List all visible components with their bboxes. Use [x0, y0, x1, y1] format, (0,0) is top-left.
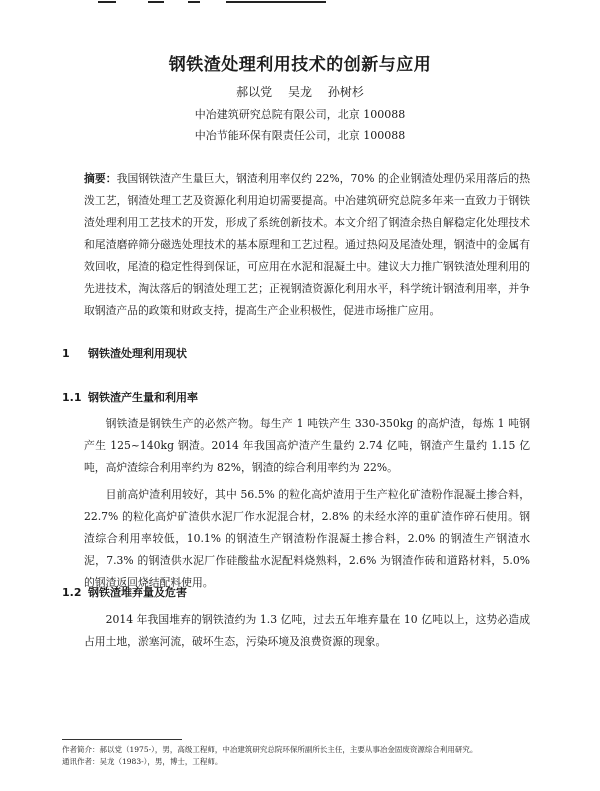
section-number: 1.1: [62, 391, 82, 404]
footnote: 通讯作者：吴龙（1983-），男，博士，工程师。: [62, 757, 223, 766]
footnote: 作者简介：郝以党（1975-），男，高级工程师，中冶建筑研究总院环保所副所长主任，主要从事冶金固废资源综合利用研究。: [62, 745, 478, 754]
author-list: [0, 83, 600, 100]
abstract-text: 我国钢铁渣产生量巨大，钢渣利用率仅约 22%，70% 的企业钢渣处理仍采用落后的热泼工艺，钢渣处理工艺及资源化利用迫切需要提高。中冶建筑研究总院多年来一直致力于钢铁渣处理利用工艺技术的开发，形成了系统创新技术。本文介绍了钢渣余热自解稳定化处理技术和尾渣磨碎筛分磁选处理技术的基本原理和工艺过程。通过热闷及尾渣处理，钢渣中的金属有效回收，尾渣的稳定性得到保证，可应用在水泥和混凝土中。建议大力推广钢铁渣处理利用的先进技术，淘汰落后的钢渣处理工艺；正视钢渣资源化利用水平，科学统计钢渣利用率，并争取钢渣产品的政策和财政支持，提高生产企业积极性，促进市场推广应用。: [84, 172, 531, 317]
paper-title: 钢铁渣处理利用技术的创新与应用: [168, 55, 432, 75]
author-name: 孙树杉: [327, 85, 364, 99]
body-paragraph: 2014 年我国堆弃的钢铁渣约为 1.3 亿吨，过去五年堆弃量在 10 亿吨以上，这势必造成占用土地，淤塞河流，破坏生态，污染环境及浪费资源的现象。: [84, 613, 530, 648]
author-name: 吴龙: [287, 85, 312, 99]
abstract: [84, 168, 530, 322]
section-number: 1.2: [62, 586, 82, 599]
author-name: 郝以党: [236, 85, 273, 99]
section-title: 钢铁渣堆弃量及危害: [88, 586, 187, 599]
header-rule: [0, 0, 600, 6]
footnote-rule: [62, 739, 182, 740]
section-title: 钢铁渣产生量和利用率: [88, 391, 198, 404]
affiliation: 中冶建筑研究总院有限公司，北京 100088: [194, 108, 406, 121]
section-heading: [62, 345, 187, 361]
section-number: 1: [62, 347, 70, 360]
body-paragraph: 目前高炉渣利用较好，其中 56.5% 的粒化高炉渣用于生产粒化矿渣粉作混凝土掺合料，22.7% 的粒化高炉矿渣供水泥厂作水泥混合材，2.8% 的未经水淬的重矿渣作碎石使用。钢渣综合利用率较低，10.1% 的钢渣生产钢渣粉作混凝土掺合料，2.0% 的钢渣生产钢渣水泥，7.3% 的钢渣供水泥厂作硅酸盐水泥配料烧熟料，2.6% 为钢渣作砖和道路材料，5.0% 的钢渣返回烧结配料使用。: [84, 488, 530, 589]
affiliation: 中冶节能环保有限责任公司，北京 100088: [194, 129, 406, 142]
subsection-heading: [62, 389, 198, 405]
abstract-label: 摘要：: [84, 172, 117, 185]
subsection-heading: [62, 584, 187, 600]
section-title: 钢铁渣处理利用现状: [88, 347, 187, 360]
body-paragraph: 钢铁渣是钢铁生产的必然产物。每生产 1 吨铁产生 330-350kg 的高炉渣，每炼 1 吨钢产生 125~140kg 钢渣。2014 年我国高炉渣产生量约 2.74 亿吨，钢渣产生量约 1.15 亿吨，高炉渣综合利用率约为 82%，钢渣的综合利用率约为 22%。: [84, 417, 530, 474]
